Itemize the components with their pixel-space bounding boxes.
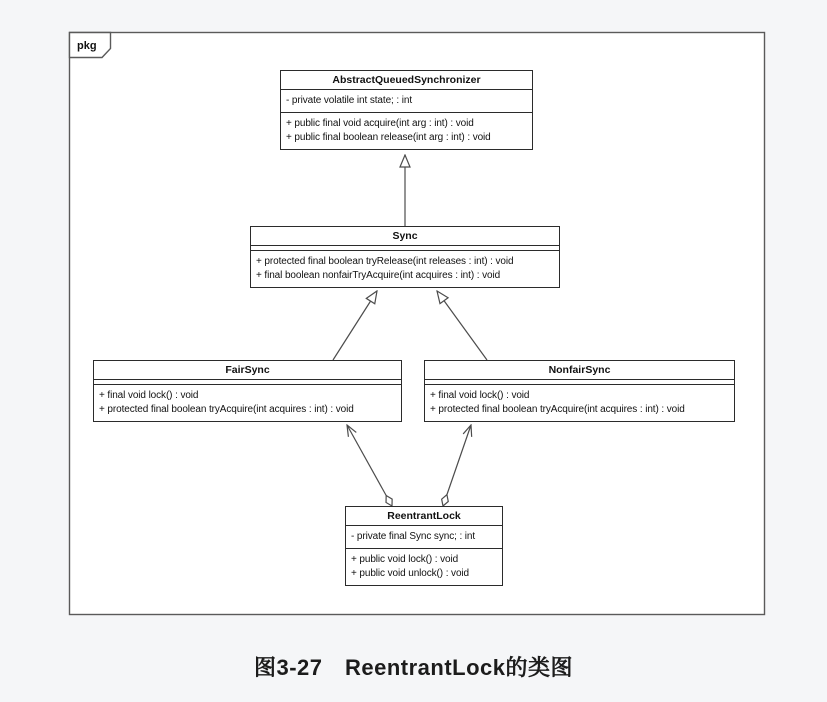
method: + public void unlock() : void — [351, 568, 469, 579]
methods-section — [425, 384, 734, 421]
class-box-sync — [250, 226, 560, 288]
method: + public void lock() : void — [351, 554, 459, 565]
package-tab-label: pkg — [77, 40, 97, 52]
methods-section — [94, 384, 401, 421]
method: + public final boolean release(int arg : int) : void — [286, 132, 491, 143]
attribute: - private volatile int state; : int — [286, 95, 413, 106]
method: + final boolean nonfairTryAcquire(int acquires : int) : void — [256, 270, 501, 281]
class-name: NonfairSync — [548, 364, 611, 376]
class-box-fairsync — [93, 360, 402, 422]
class-name: ReentrantLock — [387, 510, 461, 522]
class-name: AbstractQueuedSynchronizer — [332, 74, 481, 86]
attributes-section — [346, 525, 502, 548]
method: + final void lock() : void — [99, 390, 199, 401]
method: + final void lock() : void — [430, 390, 530, 401]
methods-section — [251, 250, 559, 287]
class-name: FairSync — [225, 364, 270, 376]
attribute: - private final Sync sync; : int — [351, 531, 476, 542]
method: + protected final boolean tryAcquire(int acquires : int) : void — [99, 404, 354, 415]
class-box-reentrantlock — [345, 506, 503, 586]
methods-section — [281, 112, 532, 149]
method: + protected final boolean tryRelease(int releases : int) : void — [256, 256, 514, 267]
class-name: Sync — [392, 230, 418, 242]
class-box-abstractqueuedsynchronizer — [280, 70, 533, 150]
method: + protected final boolean tryAcquire(int acquires : int) : void — [430, 404, 685, 415]
figure-caption: 图3-27 ReentrantLock的类图 — [253, 655, 574, 680]
methods-section — [346, 548, 502, 585]
class-box-nonfairsync — [424, 360, 735, 422]
attributes-section — [281, 89, 532, 112]
method: + public final void acquire(int arg : int) : void — [286, 118, 474, 129]
